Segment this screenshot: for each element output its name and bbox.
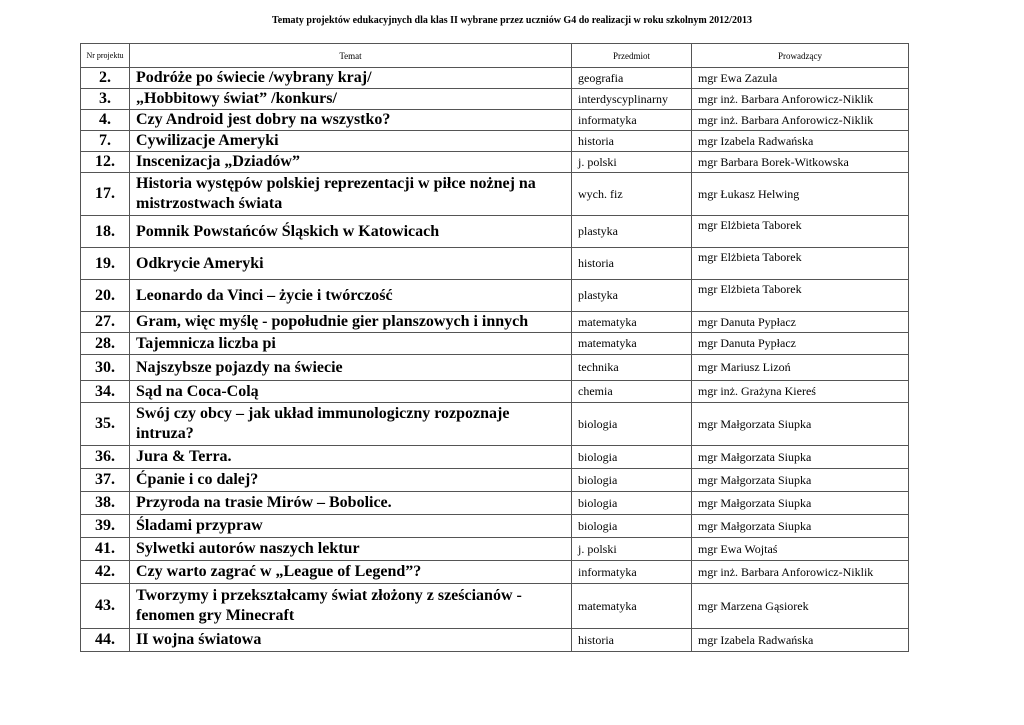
header-teacher: Prowadzący [692, 44, 909, 68]
row-subject: biologia [572, 403, 692, 446]
row-teacher: mgr Barbara Borek-Witkowska [692, 152, 909, 173]
projects-table [80, 43, 909, 652]
table-row [81, 629, 909, 652]
document-title: Tematy projektów edukacyjnych dla klas II wybrane przez uczniów G4 do realizacji w roku szkolnym 2012/2013 [272, 15, 752, 26]
table-row [81, 152, 909, 173]
row-subject: historia [572, 629, 692, 652]
table-row [81, 538, 909, 561]
row-topic: Sąd na Coca-Colą [130, 381, 572, 403]
row-teacher: mgr Małgorzata Siupka [692, 515, 909, 538]
row-subject: j. polski [572, 152, 692, 173]
row-topic: Sylwetki autorów naszych lektur [130, 538, 572, 561]
table-row [81, 381, 909, 403]
row-teacher: mgr inż. Barbara Anforowicz-Niklik [692, 89, 909, 110]
row-subject: j. polski [572, 538, 692, 561]
row-subject: plastyka [572, 216, 692, 248]
row-topic: „Hobbitowy świat” /konkurs/ [130, 89, 572, 110]
row-teacher: mgr inż. Barbara Anforowicz-Niklik [692, 110, 909, 131]
table-row [81, 355, 909, 381]
row-topic: Historia występów polskiej reprezentacji w piłce nożnej na mistrzostwach świata [130, 173, 572, 216]
row-subject: informatyka [572, 110, 692, 131]
table-row [81, 312, 909, 333]
row-subject: biologia [572, 492, 692, 515]
row-topic: Leonardo da Vinci – życie i twórczość [130, 280, 572, 312]
row-topic: Odkrycie Ameryki [130, 248, 572, 280]
row-teacher: mgr Łukasz Helwing [692, 173, 909, 216]
row-nr: 17. [81, 173, 130, 216]
row-topic: Czy Android jest dobry na wszystko? [130, 110, 572, 131]
row-topic: Pomnik Powstańców Śląskich w Katowicach [130, 216, 572, 248]
row-subject: wych. fiz [572, 173, 692, 216]
row-nr: 28. [81, 333, 130, 355]
row-topic: Tajemnicza liczba pi [130, 333, 572, 355]
row-teacher: mgr Izabela Radwańska [692, 629, 909, 652]
row-subject: biologia [572, 446, 692, 469]
row-nr: 38. [81, 492, 130, 515]
table-row [81, 173, 909, 216]
row-subject: technika [572, 355, 692, 381]
table-row [81, 561, 909, 584]
table-row [81, 280, 909, 312]
row-teacher: mgr Ewa Wojtaś [692, 538, 909, 561]
row-topic: Jura & Terra. [130, 446, 572, 469]
row-nr: 44. [81, 629, 130, 652]
row-nr: 43. [81, 584, 130, 629]
table-row [81, 515, 909, 538]
row-topic: Przyroda na trasie Mirów – Bobolice. [130, 492, 572, 515]
row-teacher: mgr Małgorzata Siupka [692, 469, 909, 492]
table-row [81, 403, 909, 446]
row-teacher: mgr Małgorzata Siupka [692, 446, 909, 469]
row-teacher: mgr Izabela Radwańska [692, 131, 909, 152]
row-subject: interdyscyplinarny [572, 89, 692, 110]
row-nr: 18. [81, 216, 130, 248]
row-nr: 20. [81, 280, 130, 312]
table-row [81, 131, 909, 152]
row-subject: biologia [572, 515, 692, 538]
row-subject: biologia [572, 469, 692, 492]
row-teacher: mgr Elżbieta Taborek [692, 248, 909, 280]
table-row [81, 216, 909, 248]
row-nr: 41. [81, 538, 130, 561]
row-nr: 7. [81, 131, 130, 152]
row-subject: chemia [572, 381, 692, 403]
row-nr: 30. [81, 355, 130, 381]
row-topic: Tworzymy i przekształcamy świat złożony z sześcianów - fenomen gry Minecraft [130, 584, 572, 629]
table-row [81, 492, 909, 515]
row-nr: 27. [81, 312, 130, 333]
row-teacher: mgr Elżbieta Taborek [692, 216, 909, 248]
table-row [81, 469, 909, 492]
row-nr: 34. [81, 381, 130, 403]
row-nr: 35. [81, 403, 130, 446]
row-nr: 2. [81, 68, 130, 89]
row-topic: Swój czy obcy – jak układ immunologiczny rozpoznaje intruza? [130, 403, 572, 446]
row-topic: Podróże po świecie /wybrany kraj/ [130, 68, 572, 89]
row-teacher: mgr inż. Grażyna Kiereś [692, 381, 909, 403]
row-teacher: mgr Małgorzata Siupka [692, 492, 909, 515]
row-nr: 39. [81, 515, 130, 538]
row-teacher: mgr Elżbieta Taborek [692, 280, 909, 312]
table-header-row [81, 44, 909, 68]
row-nr: 3. [81, 89, 130, 110]
row-subject: matematyka [572, 312, 692, 333]
row-nr: 36. [81, 446, 130, 469]
row-nr: 19. [81, 248, 130, 280]
table-row [81, 333, 909, 355]
row-teacher: mgr Małgorzata Siupka [692, 403, 909, 446]
row-subject: geografia [572, 68, 692, 89]
row-topic: Śladami przypraw [130, 515, 572, 538]
row-topic: Cywilizacje Ameryki [130, 131, 572, 152]
table-row [81, 584, 909, 629]
row-nr: 42. [81, 561, 130, 584]
row-nr: 12. [81, 152, 130, 173]
table-row [81, 68, 909, 89]
row-subject: matematyka [572, 584, 692, 629]
table-row [81, 89, 909, 110]
header-subject: Przedmiot [572, 44, 692, 68]
header-topic: Temat [130, 44, 572, 68]
row-teacher: mgr Danuta Pypłacz [692, 312, 909, 333]
row-topic: II wojna światowa [130, 629, 572, 652]
row-teacher: mgr Danuta Pypłacz [692, 333, 909, 355]
header-nr: Nr projektu [81, 44, 130, 68]
table-row [81, 110, 909, 131]
row-teacher: mgr Marzena Gąsiorek [692, 584, 909, 629]
row-subject: plastyka [572, 280, 692, 312]
row-topic: Czy warto zagrać w „League of Legend”? [130, 561, 572, 584]
row-topic: Ćpanie i co dalej? [130, 469, 572, 492]
row-topic: Gram, więc myślę - popołudnie gier planszowych i innych [130, 312, 572, 333]
row-nr: 37. [81, 469, 130, 492]
row-teacher: mgr Ewa Zazula [692, 68, 909, 89]
row-teacher: mgr Mariusz Lizoń [692, 355, 909, 381]
row-subject: historia [572, 131, 692, 152]
row-subject: matematyka [572, 333, 692, 355]
table-row [81, 248, 909, 280]
row-subject: informatyka [572, 561, 692, 584]
row-topic: Inscenizacja „Dziadów” [130, 152, 572, 173]
row-teacher: mgr inż. Barbara Anforowicz-Niklik [692, 561, 909, 584]
row-nr: 4. [81, 110, 130, 131]
table-row [81, 446, 909, 469]
row-topic: Najszybsze pojazdy na świecie [130, 355, 572, 381]
row-subject: historia [572, 248, 692, 280]
